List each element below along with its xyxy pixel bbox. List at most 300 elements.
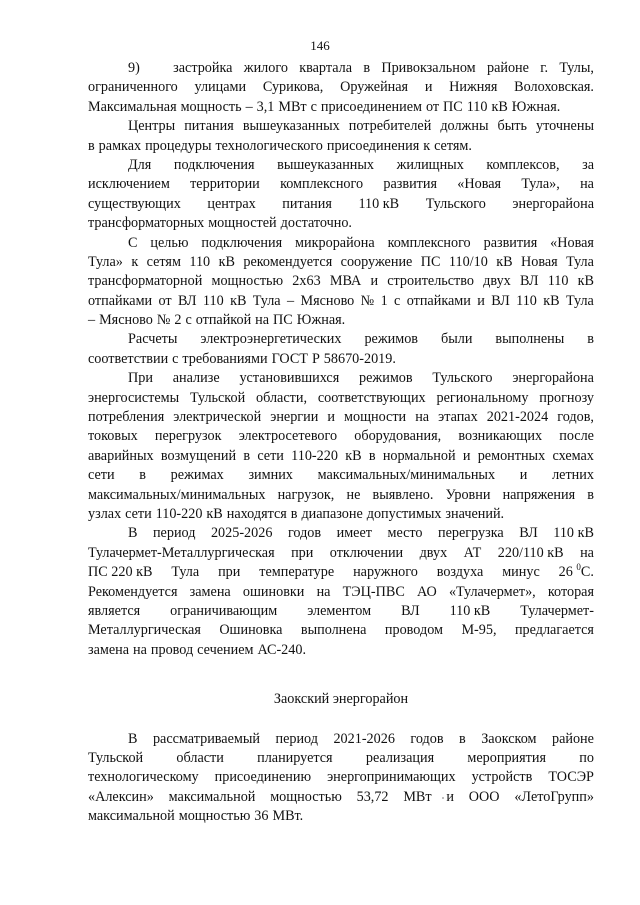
word: Мясново (300, 292, 355, 309)
word: Тульской (190, 389, 246, 406)
text-line (88, 583, 594, 602)
section-heading: Заокский энергорайон (273, 691, 409, 708)
word: Сурикова, (262, 79, 324, 96)
word: при (218, 564, 241, 581)
word: быть (497, 118, 527, 135)
word: ограниченного (88, 79, 178, 96)
word: целью (150, 234, 189, 251)
word: районе (551, 730, 594, 747)
word: энергорайона (512, 370, 594, 387)
word: выполнена (300, 622, 367, 639)
word: оборудования, (354, 428, 442, 445)
word: 110-220 (291, 447, 338, 464)
word: Заокском (481, 730, 537, 747)
word: М-95, (461, 622, 497, 639)
word: мощностью (211, 273, 284, 290)
word: в (88, 137, 95, 154)
word: место (387, 525, 423, 542)
word: ООО (468, 788, 500, 805)
word: подключения (173, 156, 255, 173)
word: Тула (566, 253, 594, 270)
word: на (316, 583, 331, 600)
word: замена (189, 583, 231, 600)
word: 110-220 (155, 505, 203, 522)
word: рамках (98, 137, 142, 154)
word: 110 (466, 98, 488, 115)
word: аварийных (88, 447, 154, 464)
word: 9) (128, 60, 140, 76)
word: энергопринимающих (327, 769, 456, 786)
word: потребления (88, 409, 165, 426)
word: к (131, 253, 139, 270)
word: максимальных/минимальных (88, 486, 266, 503)
word: токовых (88, 428, 138, 445)
paragraph (88, 59, 594, 117)
text-line (88, 175, 594, 194)
word: МВт (278, 98, 307, 115)
word: электросетевого (238, 428, 338, 445)
word: «Алексин» (88, 788, 154, 805)
word: подключения (201, 234, 283, 251)
word: «Новая (550, 234, 594, 251)
word: 110 кВ (358, 195, 400, 212)
word: планируется (257, 749, 333, 766)
word: вышеуказанных (242, 118, 340, 135)
word: Тульской (88, 749, 144, 766)
word: строительство (387, 273, 474, 290)
word: территории (190, 176, 260, 193)
word: перегрузок (154, 428, 222, 445)
text-line (88, 350, 594, 369)
word: сетям. (434, 137, 472, 154)
word: в (587, 486, 594, 503)
word: с (394, 292, 401, 309)
word: электроэнергетических (200, 331, 342, 348)
word: узлах (88, 505, 122, 522)
word: на (415, 409, 430, 426)
word: на (580, 176, 594, 193)
word: энергосистемы (88, 389, 180, 406)
text-line (88, 641, 594, 660)
word: 110 кВ (449, 602, 491, 619)
word: возмущений (160, 447, 237, 464)
text-line (88, 602, 594, 621)
paragraph (88, 330, 594, 369)
word: режимах (170, 467, 224, 484)
word: присоединению (214, 769, 312, 786)
word: значений. (445, 505, 505, 522)
word: отпайками (88, 292, 153, 309)
word: Центры (128, 118, 176, 135)
word: Уровни (445, 486, 491, 503)
word: ВЛ (401, 602, 420, 619)
word: МВт. (272, 808, 304, 825)
text-line (88, 563, 594, 582)
word: кВ (230, 292, 247, 309)
text-line (88, 447, 594, 466)
word: энергорайона (512, 195, 594, 212)
word: трансформаторных (88, 215, 205, 232)
word: от (425, 98, 440, 115)
word: 2х63 (292, 273, 321, 290)
word: «Новая (457, 176, 502, 193)
text-line (88, 749, 594, 768)
word: замена (88, 641, 130, 658)
word: на (255, 312, 270, 329)
word: нормальной (382, 447, 456, 464)
text-line (88, 59, 594, 78)
word: ошиновки (242, 583, 305, 600)
word: г. (540, 60, 549, 76)
word: – (245, 98, 253, 115)
word: сети (125, 505, 152, 522)
word: ВЛ (519, 525, 538, 542)
word: устройств (471, 769, 533, 786)
word: ВЛ (491, 292, 510, 309)
word: были (441, 331, 473, 348)
text-line (88, 98, 594, 117)
text-line (88, 195, 594, 214)
word: существующих (88, 195, 181, 212)
word: 110 (516, 292, 537, 309)
word: воздуха (436, 564, 484, 581)
word: развития (483, 234, 538, 251)
text-line (88, 117, 594, 136)
word: мероприятия (467, 749, 546, 766)
word: мощностью (178, 808, 251, 825)
word: нагрузок, (277, 486, 335, 503)
word: Рекомендуется (88, 583, 178, 600)
word: процедуры (145, 137, 212, 154)
word: 53,72 (356, 788, 389, 805)
word: 110 кВ (553, 525, 594, 542)
word: и (462, 447, 471, 464)
word: температуре (259, 564, 335, 581)
word: и (370, 273, 379, 290)
word: в (587, 331, 594, 348)
word: – (286, 292, 295, 309)
paragraph (88, 117, 594, 156)
word: мощностью (270, 788, 342, 805)
word: выявлено. (372, 486, 434, 503)
word: жилищных (396, 156, 464, 173)
word: зимних (248, 467, 293, 484)
word: 110 (547, 273, 569, 290)
word: и (424, 79, 433, 96)
word: Привокзальном (381, 60, 476, 76)
word: и (446, 788, 454, 805)
word: ремонтных (477, 447, 546, 464)
word: ВЛ (519, 273, 539, 290)
text-line (88, 156, 594, 175)
word: 110/10 (448, 253, 488, 270)
word: к (423, 137, 431, 154)
word: развития (383, 176, 437, 193)
word: период (275, 730, 318, 747)
word: – (88, 312, 96, 329)
word: квартала (299, 60, 353, 76)
paragraph (88, 369, 594, 524)
word: питания (282, 195, 332, 212)
word: 2021-2024 (486, 409, 549, 426)
text-line (88, 253, 594, 272)
word: режимов (364, 331, 419, 348)
word: сетям (146, 253, 181, 270)
word: реализация (365, 749, 435, 766)
word: с (172, 350, 179, 367)
word: технологического (215, 137, 323, 154)
word: Волоховская. (514, 79, 594, 96)
word: В (128, 525, 138, 542)
word: сечением (197, 641, 254, 658)
word: с (185, 312, 192, 329)
word: ВЛ (178, 292, 197, 309)
word: за (582, 156, 594, 173)
word: комплексного (387, 234, 471, 251)
word: в (243, 447, 251, 464)
page-number: 146 (310, 38, 330, 53)
word: в (290, 505, 298, 522)
word: № (156, 312, 171, 329)
word: микрорайона (295, 234, 375, 251)
word: Новая (521, 253, 558, 270)
text-line (88, 369, 594, 388)
word: должны (440, 118, 489, 135)
word: районе (486, 60, 529, 76)
word: Тульского (425, 195, 486, 212)
word: сети (257, 447, 284, 464)
word: Тульского (432, 370, 493, 387)
text-line (88, 807, 594, 826)
word: и (519, 467, 528, 484)
word: после (559, 428, 594, 445)
text-line (88, 292, 594, 311)
word: Расчеты (128, 331, 178, 348)
word: максимальной (88, 808, 175, 825)
word: максимальной (168, 788, 256, 805)
word: мощности (344, 409, 407, 426)
word: № (360, 292, 375, 309)
word: Тулачермет- (520, 602, 594, 619)
word: соответствии (88, 350, 169, 367)
word: 36 (254, 808, 269, 825)
text-line (88, 427, 594, 446)
word: ПС (443, 98, 463, 115)
word: технологическому (88, 769, 199, 786)
word: сооружение (340, 253, 413, 270)
word: кВ (543, 292, 560, 309)
word: кВ (206, 505, 223, 522)
word: Тула (252, 292, 281, 309)
word: Южная. (511, 98, 561, 115)
word: присоединением (320, 98, 422, 115)
word: питания (184, 118, 234, 135)
word: комплексов, (486, 156, 560, 173)
word: в (363, 60, 371, 76)
word: кВ (218, 253, 235, 270)
word: 2 (174, 312, 182, 329)
word: МВт (403, 788, 432, 805)
word: кВ (496, 253, 513, 270)
word: сети (88, 467, 115, 484)
text-line (88, 234, 594, 253)
word: застройка (173, 60, 233, 76)
word: годов, (557, 409, 594, 426)
text-line (88, 78, 594, 97)
word: с (310, 98, 317, 115)
word: имеет (336, 525, 372, 542)
word: ТЭЦ-ПВС (342, 583, 405, 600)
word: по (579, 749, 594, 766)
word: 2021-2026 (333, 730, 395, 747)
word: 3,1 (256, 98, 275, 115)
word: мощность (180, 98, 242, 115)
word: напряжения (502, 486, 576, 503)
word: области, (256, 389, 307, 406)
word: наружного (353, 564, 418, 581)
word: Нижняя (449, 79, 498, 96)
word: Тула (566, 292, 594, 309)
word: двух (419, 544, 448, 561)
word: в (368, 447, 376, 464)
word: Ошиновка (219, 622, 283, 639)
word: Южная. (296, 312, 346, 329)
word: кВ (577, 273, 594, 290)
paragraph (88, 234, 594, 331)
word: в (139, 467, 146, 484)
text-line (88, 505, 594, 524)
word: максимальных/минимальных (317, 467, 496, 484)
word: выполнены (495, 331, 565, 348)
text-line (88, 466, 594, 485)
text-line (88, 788, 594, 807)
word: области (176, 749, 224, 766)
word: Для (128, 156, 152, 173)
word: потребителей (348, 118, 432, 135)
word: 110 (202, 292, 224, 309)
word: кВ (491, 98, 508, 115)
word: региональному (436, 389, 529, 406)
word: АО (416, 583, 437, 600)
text-line (88, 330, 594, 349)
word: присоединения (326, 137, 420, 154)
word: ПС (273, 312, 293, 329)
word: 110 (189, 253, 211, 270)
word: элементом (307, 602, 372, 619)
word: кВ (345, 447, 362, 464)
word: которая (547, 583, 594, 600)
word: При (128, 370, 153, 387)
word: двух (483, 273, 511, 290)
text-line (88, 524, 594, 543)
word: Оружейная (340, 79, 409, 96)
word: Тула (171, 564, 200, 581)
word: мощностей (208, 215, 277, 232)
word: режимов (359, 370, 413, 387)
text-line (88, 730, 594, 749)
word: предлагается (514, 622, 594, 639)
word: энергии (270, 409, 319, 426)
word: Тулачермет-Металлургическая (88, 544, 275, 561)
text-line (88, 408, 594, 427)
word: от (158, 292, 172, 309)
word: требованиями (182, 350, 268, 367)
word: на (133, 641, 147, 658)
word: В (128, 730, 138, 747)
word: 2025-2026 (210, 525, 273, 542)
word: соответствующих (317, 389, 426, 406)
word: и (327, 409, 335, 426)
word: является (88, 602, 141, 619)
word: прогнозу (539, 389, 594, 406)
word: в (459, 730, 466, 747)
word: находятся (226, 505, 287, 522)
word: АТ (463, 544, 482, 561)
word: Р (311, 350, 320, 367)
word: этапах (438, 409, 478, 426)
word: схемах (552, 447, 594, 464)
word: проводом (384, 622, 443, 639)
text-line (88, 311, 594, 330)
word: Максимальная (88, 98, 177, 115)
word: АС-240. (257, 641, 307, 658)
word: МВА (329, 273, 362, 290)
word: период (152, 525, 196, 542)
word: вышеуказанных (277, 156, 375, 173)
word: «Тулачермет», (448, 583, 536, 600)
text-line (88, 214, 594, 233)
word: Тула» (88, 253, 123, 270)
word: 1 (380, 292, 388, 309)
word: трансформаторной (88, 273, 203, 290)
word: установившихся (239, 370, 340, 387)
word: не (346, 486, 361, 503)
word: ГОСТ (271, 350, 308, 367)
word: 26 $^0$С. (558, 562, 594, 581)
word: Тула», (521, 176, 560, 193)
word: 220/110 кВ (497, 544, 564, 561)
word: ограничивающим (170, 602, 278, 619)
word: электрической (173, 409, 262, 426)
text-line (88, 486, 594, 505)
word: «ЛетоГрупп» (514, 788, 594, 805)
word: допустимых (366, 505, 442, 522)
word: ТОСЭР (548, 769, 594, 786)
word: С (128, 234, 138, 251)
word: жилого (243, 60, 288, 76)
word: минус (502, 564, 540, 581)
word: Мясново (99, 312, 153, 329)
word: годов (287, 525, 322, 542)
word: рассматриваемый (152, 730, 261, 747)
word: возникающих (458, 428, 543, 445)
word: уточнены (536, 118, 594, 135)
text-line (88, 137, 594, 156)
word: на (580, 544, 594, 561)
text-line (88, 389, 594, 408)
word: провод (150, 641, 194, 658)
word: центрах (207, 195, 256, 212)
word: ПС 220 кВ (88, 564, 153, 581)
word: диапазоне (301, 505, 363, 522)
word: летних (552, 467, 594, 484)
word: 58670-2019. (323, 350, 396, 367)
word: и (477, 292, 485, 309)
text-line (88, 272, 594, 291)
word: улицами (194, 79, 247, 96)
scan-speck (442, 797, 444, 799)
word: Тулы, (559, 60, 594, 76)
